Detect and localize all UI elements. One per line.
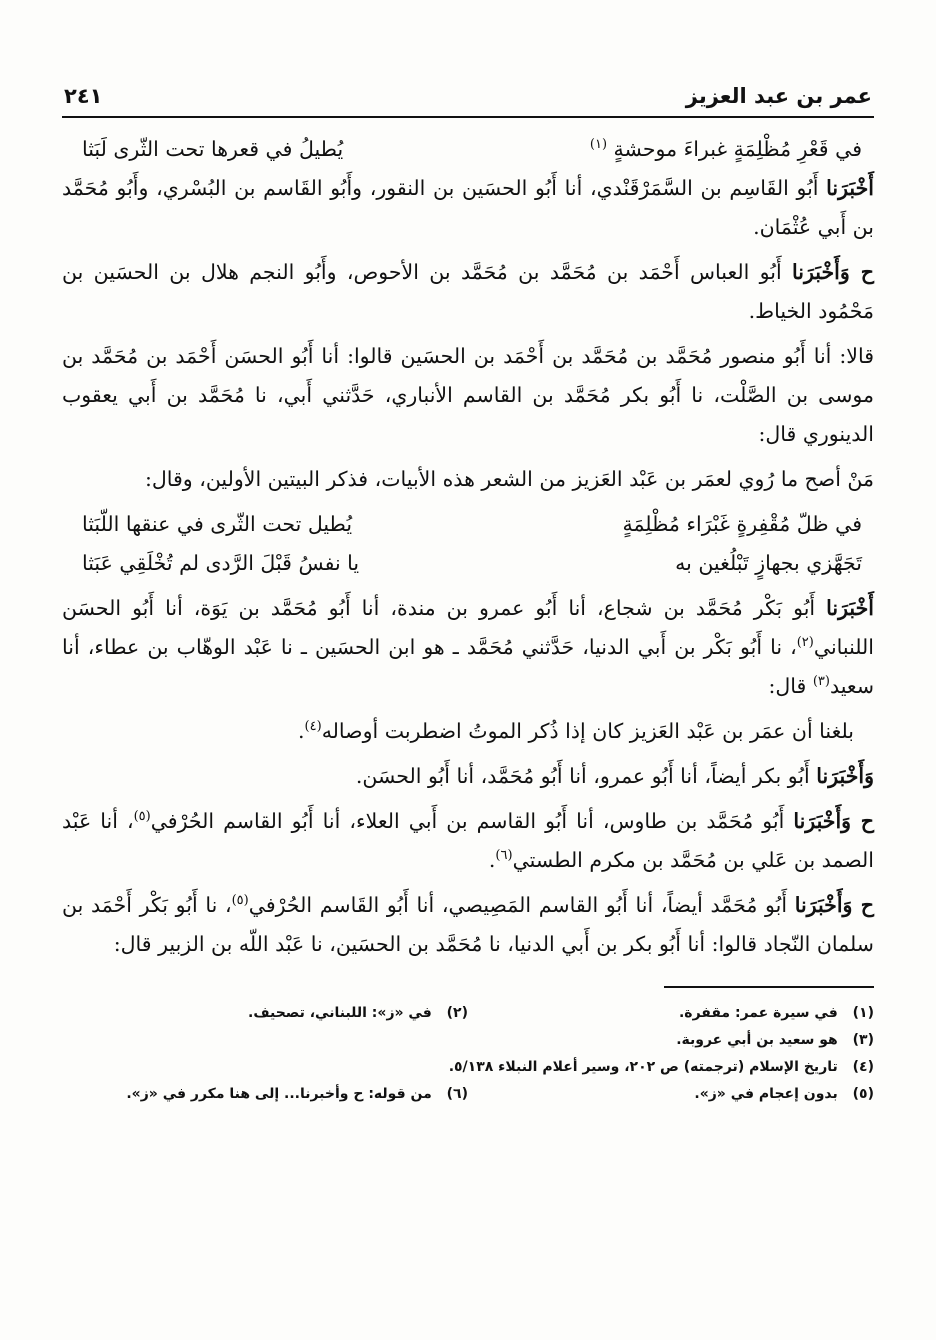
footnote-number: (٤) [852,1059,874,1075]
footnote [676,1027,874,1054]
paragraph [62,757,874,796]
footnote [468,1000,874,1027]
footnote-text: هو سعيد بن أبي عروبة. [676,1032,838,1048]
chain-lead: ح وَأَخْبَرَنا [792,260,874,284]
paragraph-text: أَبُو العباس أَحْمَد بن مُحَمَّد بن مُحَمَّد بن الأحوص، وأَبُو النجم هلال بن الحسَين بن مَحْمُود الخياط. [62,260,874,323]
chain-lead: وَأَخْبَرَنا [816,764,874,788]
footnotes [62,1000,874,1108]
sentence-end: . [298,719,305,743]
footnote [62,1000,468,1027]
footnote-divider [664,986,874,988]
paragraph [62,802,874,880]
verse-line [62,130,874,169]
footnote-marker[interactable]: (٤) [304,719,322,735]
footnote-text: بدون إعجام في «ز». [694,1086,838,1102]
paragraph-text: ، نا أَبُو بَكْر بن أَبي الدنيا، حَدَّثني مُحَمَّد ـ هو ابن الحسَين ـ نا عَبْد الوهّاب بن عطاء، أنا سعيد [62,635,874,698]
paragraph-text: أَبُو القَاسِم بن السَّمَرْقَنْدي، أنا أَبُو الحسَين بن النقور، وأَبُو القَاسم بن البُسْري، وأَبُو مُحَمَّد بن أَبي عُثْمَان. [62,176,874,239]
footnote-marker[interactable]: (٥) [133,809,151,825]
paragraph-text: قال: [768,674,813,698]
footnote [62,1081,468,1108]
book-page [62,78,874,1108]
paragraph [62,460,874,499]
footnote-text: تاريخ الإسلام (ترجمته) ص ٢٠٢، وسير أعلام النبلاء ٥/١٣٨. [448,1059,838,1075]
paragraph-text: بلغنا أن عمَر بن عَبْد العَزيز كان إذا ذُكر الموتُ اضطربت أوصاله [321,719,854,743]
paragraph [62,169,874,247]
footnote-row [62,1081,874,1108]
paragraph [62,253,874,331]
sentence-end: . [488,848,496,872]
footnote [468,1081,874,1108]
paragraph-text: ، نا أَبُو بَكْر أَحْمَد بن سلمان النّجاد قالوا: أنا أَبُو بكر بن أَبي الدنيا، نا مُحَمَّد بن الحسَين، نا عَبْد اللّه بن الزبير قال: [62,893,874,956]
verse-hemistich-right: في ظلّ مُقْفِرةٍ غَبْرَاء مُظْلِمَةٍ [622,512,862,536]
footnote-marker[interactable]: (٥) [231,893,249,909]
footnote-row [62,1054,874,1081]
chain-lead: أَخْبَرَنا [826,176,874,200]
footnote-number: (٢) [446,1005,468,1021]
paragraph [62,712,874,751]
paragraph-text: أَبُو بَكْر مُحَمَّد بن شجاع، أنا أَبُو عمرو بن مندة، أنا أَبُو مُحَمَّد بن يَوَة، أنا أَبُو الحسَن اللنباني [62,596,874,659]
footnote-text: من قوله: ح وأخبرنا... إلى هنا مكرر في «ز». [126,1086,432,1102]
paragraph-text: قالا: أنا أَبُو منصور مُحَمَّد بن مُحَمَّد بن أَحْمَد بن الحسَين قالوا: أنا أَبُو الحسَن أَحْمَد بن مُحَمَّد بن موسى بن الصَّلْت، نا أَبُو بكر مُحَمَّد بن القاسم الأنباري، حَدَّثني أَبي، نا مُحَمَّد بن أَبي يعقوب الدينوري قال: [62,344,874,446]
page-number: ٢٤١ [64,84,103,108]
footnote-marker[interactable]: (٢) [796,635,814,651]
verse-hemistich-right: في قَعْرِ مُظْلِمَةٍ غبراءَ موحشةٍ $^{(١)}$ [589,137,862,161]
verse-line [62,505,874,544]
verse-hemistich-left: يا نفسُ قَبْلَ الرَّدى لم تُخْلَقِي عَبَثا [82,551,360,575]
footnote-number: (٦) [446,1086,468,1102]
paragraph-text: أَبُو مُحَمَّد بن طاوس، أنا أَبُو القاسم بن أَبي العلاء، أنا أَبُو القاسم الحُرْفي [150,809,785,833]
chain-lead: ح وَأَخْبَرَنا [794,893,874,917]
chain-lead: أَخْبَرَنا [826,596,874,620]
paragraph [62,337,874,454]
footnote-text: في «ز»: اللبناني، تصحيف. [248,1005,432,1021]
chain-lead: ح وَأَخْبَرَنا [793,809,874,833]
running-head [62,78,874,118]
paragraph-text: مَنْ أصح ما رُوي لعمَر بن عَبْد العَزيز من الشعر هذه الأبيات، فذكر البيتين الأولين، وقال: [144,467,874,491]
verse-hemistich-left: يُطيل تحت الثّرى في عنقها اللّبَثا [82,512,353,536]
footnote-text: في سيرة عمر: مقفرة. [678,1005,838,1021]
footnote-row [62,1000,874,1027]
paragraph-text: ، أنا عَبْد الصمد بن عَلي بن مُحَمَّد بن مكرم الطستي [62,809,874,872]
footnote-marker[interactable]: (٣) [812,674,830,690]
paragraph-text: أَبُو بكر أيضاً، أنا أَبُو عمرو، أنا أَبُو مُحَمَّد، أنا أَبُو الحسَن. [355,764,810,788]
verse-hemistich-right: تَجَهَّزي بجهازٍ تَبْلُغين به [675,551,862,575]
main-text [62,130,874,964]
footnote-number: (٥) [852,1086,874,1102]
paragraph-text: أَبُو مُحَمَّد أيضاً، أنا أَبُو القاسم المَصِيصي، أنا أَبُو القَاسم الحُرْفي [248,893,788,917]
footnote-row [62,1027,874,1054]
verse-hemistich-left: يُطيلُ في قعرها تحت الثّرى لَبَثا [82,137,344,161]
footnote [449,1054,874,1081]
footnote-marker[interactable]: (١) [589,137,608,153]
footnote-marker[interactable]: (٦) [495,848,513,864]
footnote-number: (٣) [852,1032,874,1048]
running-title: عمر بن عبد العزيز [685,84,872,108]
verse-line [62,544,874,583]
footnote-number: (١) [852,1005,874,1021]
paragraph [62,589,874,706]
paragraph [62,886,874,964]
